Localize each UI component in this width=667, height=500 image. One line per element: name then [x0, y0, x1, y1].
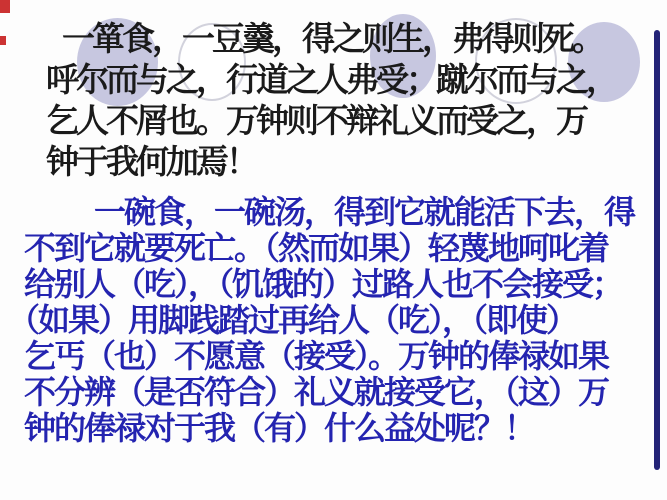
translation-line-1: 一碗食，一碗汤，得到它就能活下去，得 — [94, 194, 635, 230]
translation-line-6: 不分辨（是否符合）礼义就接受它，（这）万 — [24, 374, 609, 410]
classical-line-4: 钟于我何加焉！ — [46, 145, 256, 181]
corner-red-mark-top — [0, 0, 10, 13]
translation-line-7: 钟的俸禄对于我（有）什么益处呢？！ — [24, 410, 535, 446]
translation-line-4: （如果）用脚践踏过再给人（吃），（即使） — [8, 302, 577, 338]
classical-text-paragraph — [46, 20, 646, 184]
right-edge-accent-bar — [654, 30, 660, 470]
classical-line-1: 一箪食，一豆羹，得之则生，弗得则死。 — [62, 22, 602, 58]
corner-red-mark-bottom — [0, 36, 6, 45]
translation-line-3: 给别人（吃），（饥饿的）过路人也不会接受； — [24, 266, 623, 302]
translation-line-2: 不到它就要死亡。（然而如果）轻蔑地呵叱着 — [24, 230, 609, 266]
translation-line-5: 乞丐（也）不愿意（接受）。万钟的俸禄如果 — [24, 338, 609, 374]
classical-line-2: 呼尔而与之，行道之人弗受；蹴尔而与之， — [46, 63, 616, 99]
classical-line-3: 乞人不屑也。万钟则不辩礼义而受之，万 — [46, 104, 586, 140]
translation-text-paragraph — [8, 194, 664, 446]
